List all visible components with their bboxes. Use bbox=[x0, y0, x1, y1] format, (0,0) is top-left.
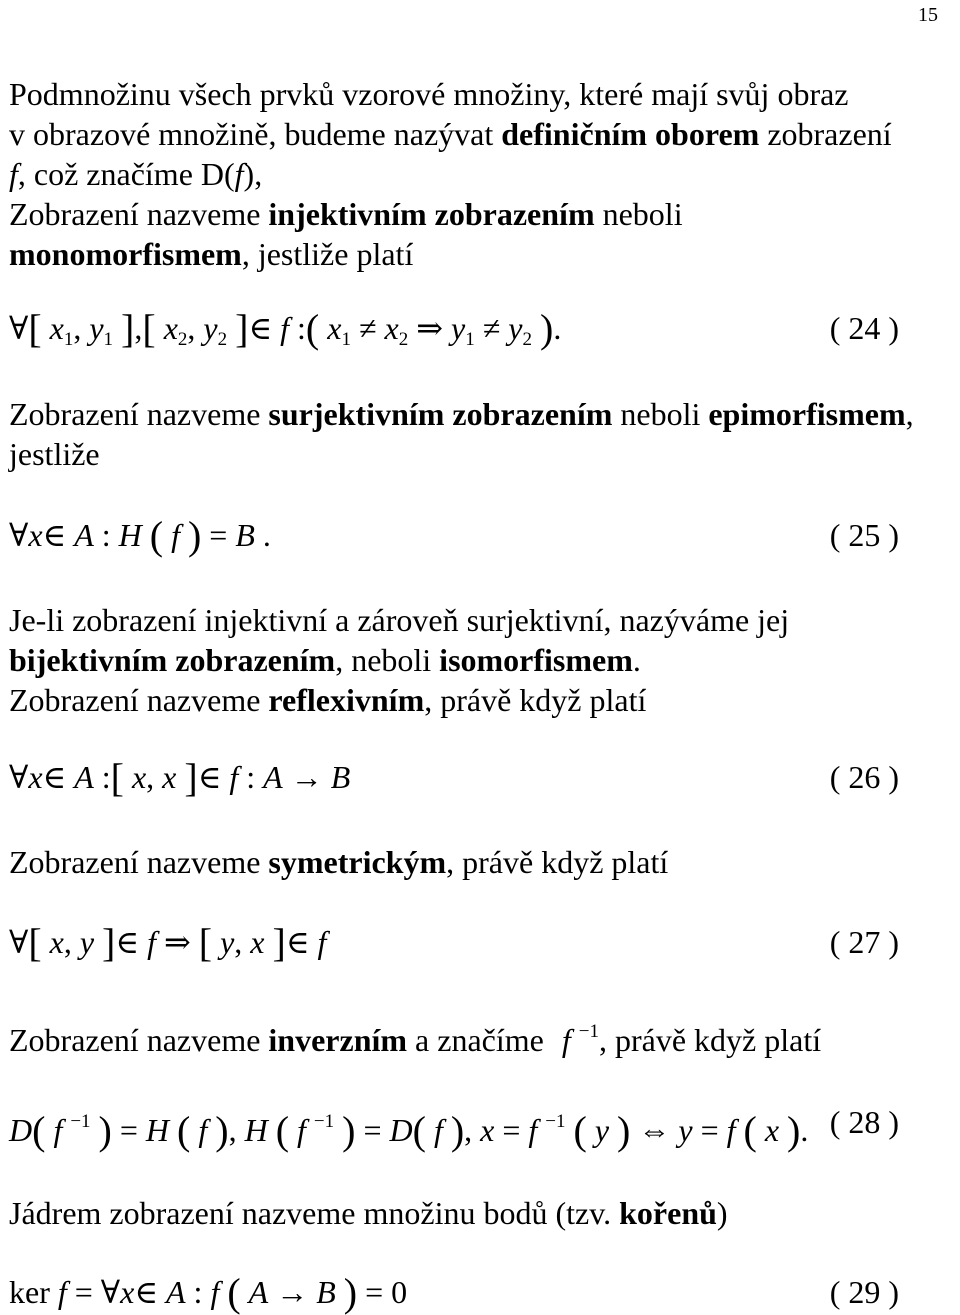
text-line: bijektivním zobrazením, neboli isomorfismem. bbox=[9, 642, 641, 678]
page-number: 15 bbox=[918, 4, 938, 26]
text-line: monomorfismem, jestliže platí bbox=[9, 236, 414, 272]
text-line: Je-li zobrazení injektivní a zároveň surjektivní, nazýváme jej bbox=[9, 602, 790, 638]
equation-24 bbox=[9, 306, 899, 350]
formula: ∀x∈ A :[ x, x ]∈ f : A → B bbox=[9, 755, 351, 800]
term-koreny: kořenů bbox=[619, 1195, 717, 1231]
text-line: v obrazové množině, budeme nazývat definičním oborem zobrazení bbox=[9, 116, 892, 152]
text-line: Zobrazení nazveme symetrickým, právě když platí bbox=[9, 844, 669, 880]
equation-number: ( 26 ) bbox=[829, 759, 899, 795]
text-line: Zobrazení nazveme injektivním zobrazením neboli bbox=[9, 196, 683, 232]
equation-number: ( 29 ) bbox=[829, 1274, 899, 1310]
term-isomorfismus: isomorfismem bbox=[439, 642, 633, 678]
paragraph-inverse bbox=[9, 1012, 949, 1060]
text-line: jestliže bbox=[9, 436, 100, 472]
equation-number: ( 24 ) bbox=[829, 310, 899, 346]
term-monomorfismus: monomorfismem bbox=[9, 236, 242, 272]
paragraph-symmetric bbox=[9, 842, 949, 882]
term-definicni-obor: definičním oborem bbox=[501, 116, 760, 152]
formula: ker f = ∀x∈ A : f ( A → B ) = 0 bbox=[9, 1270, 408, 1315]
term-surjektivni: surjektivním zobrazením bbox=[268, 396, 613, 432]
equation-number: ( 28 ) bbox=[829, 1104, 899, 1140]
text-line: Zobrazení nazveme surjektivním zobrazením neboli epimorfismem, bbox=[9, 396, 914, 432]
formula: ∀x∈ A : H ( f ) = B . bbox=[9, 513, 271, 558]
term-reflexivni: reflexivním bbox=[268, 682, 425, 718]
text-line: Zobrazení nazveme reflexivním, právě když platí bbox=[9, 682, 647, 718]
text-line: Zobrazení nazveme inverzním a značíme f $^{-1}$, právě když platí bbox=[9, 1021, 822, 1058]
equation-26 bbox=[9, 755, 899, 799]
equation-number: ( 27 ) bbox=[829, 924, 899, 960]
term-epimorfismus: epimorfismem bbox=[708, 396, 906, 432]
equation-29 bbox=[9, 1270, 899, 1314]
text-line: Jádrem zobrazení nazveme množinu bodů (tzv. kořenů) bbox=[9, 1195, 728, 1231]
formula: D( f $^{-1}$ ) = H ( f ), H ( f $^{-1}$ ) = D( f ), x = f $^{-1}$ ( y ) ⇔ y = f ( x ). bbox=[9, 1108, 809, 1153]
term-inverzni: inverzním bbox=[268, 1022, 408, 1058]
term-symetricky: symetrickým bbox=[268, 844, 447, 880]
equation-28 bbox=[9, 1100, 899, 1153]
formula: ∀[ x, y ]∈ f ⇒ [ y, x ]∈ f bbox=[9, 920, 327, 965]
paragraph-surjective bbox=[9, 394, 949, 474]
equation-number: ( 25 ) bbox=[829, 517, 899, 553]
formula: ∀[ $x_1$, $y_1$ ],[ $x_2$, $y_2$ ]∈ f :( $x_1 \ne x_2$ ⇒ $y_1 \ne y_2$ ). bbox=[9, 306, 562, 351]
text-line: Podmnožinu všech prvků vzorové množiny, které mají svůj obraz bbox=[9, 76, 849, 112]
paragraph-kernel bbox=[9, 1193, 949, 1233]
term-bijektivni: bijektivním zobrazením bbox=[9, 642, 336, 678]
paragraph-domain-definition bbox=[9, 74, 949, 274]
term-injektivni: injektivním zobrazením bbox=[268, 196, 595, 232]
paragraph-bijective-reflexive bbox=[9, 600, 949, 720]
equation-25 bbox=[9, 513, 899, 557]
text-line: f, což značíme D(f), bbox=[9, 156, 263, 192]
equation-27 bbox=[9, 920, 899, 964]
